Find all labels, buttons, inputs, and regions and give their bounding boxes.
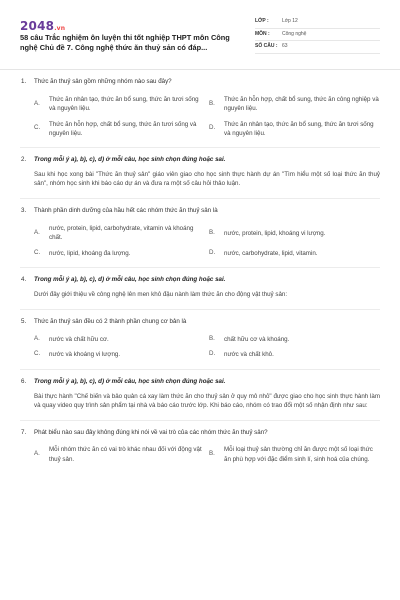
question-number: 2. bbox=[21, 156, 27, 164]
option-a[interactable] bbox=[34, 335, 205, 344]
option-text: Thức ăn hỗn hợp, chất bổ sung, thức ăn tươi sống và nguyên liệu. bbox=[49, 120, 197, 137]
option-text: Thức ăn nhân tạo, thức ăn bổ sung, thức ăn tươi sống và nguyên liệu. bbox=[49, 95, 199, 113]
question-number: 6. bbox=[21, 377, 27, 385]
question-number: 5. bbox=[21, 317, 27, 325]
page-header bbox=[0, 0, 400, 70]
option-c[interactable] bbox=[34, 350, 205, 359]
option-text: nước, carbohydrate, lipid, vitamin. bbox=[224, 249, 318, 257]
question-item bbox=[20, 310, 380, 370]
question-item bbox=[20, 148, 380, 199]
option-d[interactable] bbox=[209, 249, 380, 258]
option-text: nước và khoáng vi lượng. bbox=[49, 351, 121, 359]
option-a[interactable] bbox=[34, 445, 205, 464]
option-letter: B. bbox=[209, 228, 215, 236]
option-text: nước và chất hữu cơ. bbox=[49, 335, 109, 343]
meta-row-class bbox=[255, 16, 380, 29]
option-b[interactable] bbox=[209, 95, 380, 114]
option-b[interactable] bbox=[209, 445, 380, 464]
question-item bbox=[20, 268, 380, 310]
question-number: 3. bbox=[21, 207, 27, 215]
option-d[interactable] bbox=[209, 120, 380, 139]
option-c[interactable] bbox=[34, 120, 205, 139]
meta-value: 63 bbox=[282, 43, 288, 50]
option-letter: B. bbox=[209, 450, 215, 458]
option-letter: A. bbox=[34, 335, 40, 343]
option-letter: C. bbox=[34, 350, 41, 358]
question-number: 7. bbox=[21, 428, 27, 436]
question-paragraph: Bài thực hành "Chế biến và bảo quản cá xay làm thức ăn cho thuỷ sản ở quy mô nhỏ" được giao cho học sinh thực hành làm và quay video quy trình sản phẩm tại nhà và báo cáo trước lớp. Khi báo cáo, nhóm có trao đổi một số nhận định như sau: bbox=[34, 392, 380, 409]
meta-row-subject bbox=[255, 29, 380, 42]
option-letter: A. bbox=[34, 450, 40, 458]
question-paragraph: Dưới đây giới thiệu về công nghệ lên men khô đậu nành làm thức ăn cho động vật thuỷ sản: bbox=[34, 290, 288, 298]
option-text: Mỗi nhóm thức ăn có vai trò khác nhau đối với động vật thuỷ sản. bbox=[49, 446, 202, 463]
logo-suffix: .vn bbox=[54, 25, 66, 32]
question-text: Phát biểu nào sau đây không đúng khi nói về vai trò của các nhóm thức ăn thuỷ sản? bbox=[34, 428, 268, 436]
page-title: 58 câu Trắc nghiệm ôn luyện thi tốt nghiệp THPT môn Công nghệ Chủ đề 7. Công nghệ thức ăn thuỷ sản có đáp... bbox=[20, 33, 230, 53]
option-letter: D. bbox=[209, 248, 216, 256]
question-text: Trong mỗi ý a), b), c), d) ở mỗi câu, học sinh chọn đúng hoặc sai. bbox=[34, 377, 226, 385]
option-text: chất hữu cơ và khoáng. bbox=[224, 335, 290, 343]
question-text: Thức ăn thuỷ sản gồm những nhóm nào sau đây? bbox=[34, 78, 172, 85]
meta-key: LỚP : bbox=[255, 18, 269, 25]
option-c[interactable] bbox=[34, 249, 205, 258]
meta-table bbox=[255, 16, 380, 54]
option-letter: A. bbox=[34, 99, 40, 107]
question-item bbox=[20, 199, 380, 268]
option-text: Thức ăn hỗn hợp, chất bổ sung, thức ăn công nghiệp và nguyên liệu. bbox=[224, 95, 379, 113]
question-item bbox=[20, 421, 380, 474]
question-text: Trong mỗi ý a), b), c), d) ở mỗi câu, học sinh chọn đúng hoặc sai. bbox=[34, 156, 226, 164]
options-grid bbox=[34, 95, 380, 138]
meta-value: Công nghệ bbox=[282, 30, 307, 37]
option-letter: B. bbox=[209, 99, 215, 107]
question-list bbox=[0, 70, 400, 473]
option-a[interactable] bbox=[34, 95, 205, 114]
option-text: nước, protein, lipid, khoáng vi lượng. bbox=[224, 229, 326, 237]
options-grid bbox=[34, 224, 380, 258]
option-text: nước, protein, lipid, carbohydrate, vitamin và khoáng chất. bbox=[49, 225, 194, 242]
meta-value: Lớp 12 bbox=[282, 18, 298, 25]
question-item bbox=[20, 370, 380, 421]
option-text: nước và chất khô. bbox=[224, 351, 274, 359]
option-letter: B. bbox=[209, 335, 215, 343]
question-item bbox=[20, 70, 380, 148]
option-letter: A. bbox=[34, 228, 40, 236]
option-b[interactable] bbox=[209, 335, 380, 344]
options-grid bbox=[34, 445, 380, 464]
meta-key: SỐ CÂU : bbox=[255, 43, 278, 50]
question-number: 4. bbox=[21, 276, 27, 283]
meta-row-count bbox=[255, 41, 380, 54]
meta-key: MÔN : bbox=[255, 30, 270, 37]
option-d[interactable] bbox=[209, 350, 380, 359]
option-letter: C. bbox=[34, 248, 41, 256]
option-text: Mỗi loại thuỷ sản thường chỉ ăn được một số loại thức ăn phù hợp với đặc điểm sinh lí, sinh hoá của chúng. bbox=[224, 446, 373, 463]
option-b[interactable] bbox=[209, 224, 380, 243]
option-letter: D. bbox=[209, 350, 216, 358]
option-letter: D. bbox=[209, 124, 216, 132]
option-a[interactable] bbox=[34, 224, 205, 243]
option-text: Thức ăn nhân tạo, thức ăn bổ sung, thức ăn tươi sống và nguyên liệu. bbox=[224, 120, 374, 137]
question-text: Thành phần dinh dưỡng của hầu hết các nhóm thức ăn thuỷ sản là bbox=[34, 207, 218, 215]
option-text: nước, lipid, khoáng đa lượng. bbox=[49, 249, 131, 257]
question-text: Trong mỗi ý a), b), c), d) ở mỗi câu, học sinh chọn đúng hoặc sai. bbox=[34, 276, 226, 283]
question-paragraph: Sau khi học xong bài "Thức ăn thuỷ sản" giáo viên giao cho học sinh thực hành dự án "Tìm hiểu một số loại thức ăn thuỷ sản", nhóm học sinh khi báo cáo dự án và đưa ra một số câu hỏi thảo luận. bbox=[34, 171, 380, 188]
question-text: Thức ăn thuỷ sản đều có 2 thành phần chung cơ bản là bbox=[34, 317, 187, 325]
options-grid bbox=[34, 335, 380, 360]
option-letter: C. bbox=[34, 124, 41, 132]
logo-text: 2048 bbox=[20, 19, 55, 33]
question-number: 1. bbox=[21, 78, 27, 85]
